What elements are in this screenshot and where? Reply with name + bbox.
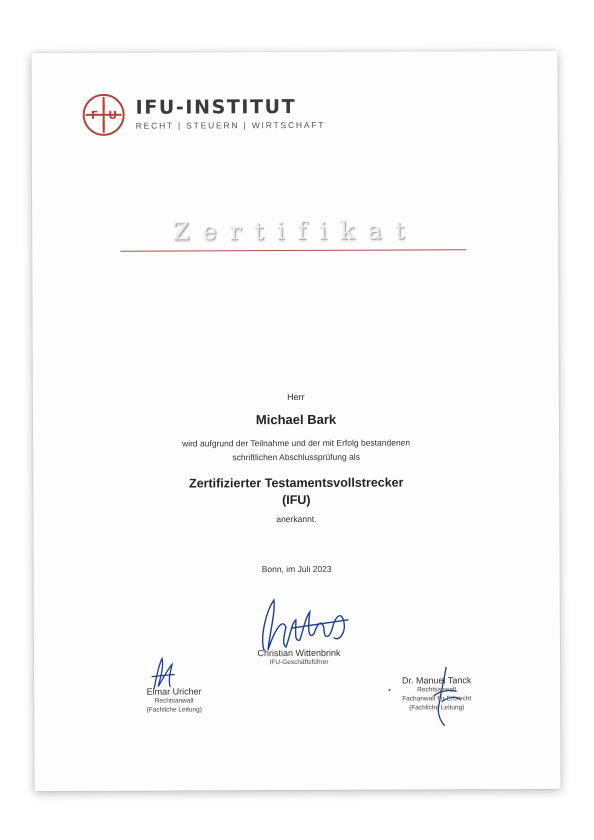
signatory-left xyxy=(134,686,214,714)
signatory-right-role-2: Fachanwalt für Erbrecht xyxy=(402,695,472,703)
qualification-title: Zertifizierter Testamentsvollstrecker xyxy=(189,475,404,491)
emblem-letter-left: F xyxy=(90,108,99,122)
certificate-title: Zertifikat xyxy=(172,216,418,246)
signatory-left-role-2: (Fachliche Leitung) xyxy=(146,706,202,714)
bullet-dot: • xyxy=(388,685,392,695)
certificate-text-line-1: wird aufgrund der Teilnahme und der mit Erfolg bestandenen xyxy=(182,437,411,449)
signatory-center-name: Christian Wittenbrink xyxy=(257,647,341,659)
title-divider xyxy=(120,249,466,252)
recognized-text: anerkannt. xyxy=(276,513,317,525)
signatory-center-role: IFU-Geschäftsführer xyxy=(269,658,329,667)
certificate-text xyxy=(33,435,559,465)
signature-uricher xyxy=(146,654,186,690)
emblem-letter-top: I xyxy=(101,99,106,113)
signatory-center xyxy=(244,648,354,667)
signatory-left-role-1: Rechtsanwalt xyxy=(154,697,194,705)
qualification xyxy=(33,474,559,510)
signatory-right-name: Dr. Manuel Tanck xyxy=(401,675,472,686)
certificate-text-line-2: schriftlichen Abschlussprüfung als xyxy=(232,451,360,463)
emblem-letter-bottom: I xyxy=(101,118,106,132)
emblem-letter-right: U xyxy=(108,108,118,122)
ifu-emblem-icon xyxy=(82,93,126,137)
signatory-right xyxy=(389,675,484,712)
signatory-right-role-3: (Fachliche Leitung) xyxy=(409,704,465,712)
signatory-right-role-1: Rechtsanwalt xyxy=(417,686,457,694)
certificate-page xyxy=(31,51,560,791)
recipient-name: Michael Bark xyxy=(255,411,337,428)
logo-tagline: RECHT | STEUERN | WIRTSCHAFT xyxy=(135,119,326,131)
ifu-logo xyxy=(82,92,326,137)
salutation: Herr xyxy=(287,391,305,403)
qualification-abbrev: (IFU) xyxy=(282,492,311,508)
logo-name: IFU-INSTITUT xyxy=(135,95,297,119)
place-date: Bonn, im Juli 2023 xyxy=(261,563,332,575)
signatory-left-name: Elmar Uricher xyxy=(146,686,202,697)
